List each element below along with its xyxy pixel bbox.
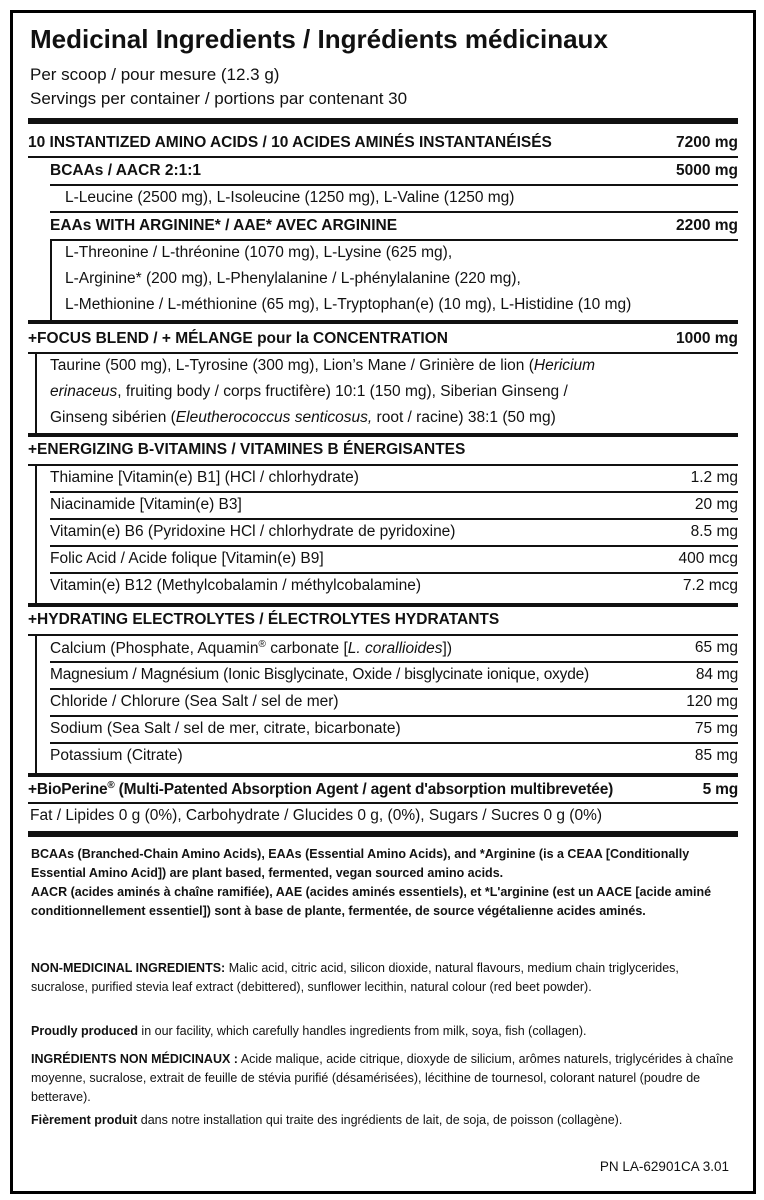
divider bbox=[50, 518, 738, 520]
eaa-amount: 2200 mg bbox=[675, 217, 738, 234]
bracket-line bbox=[35, 352, 37, 434]
divider-thick-bottom bbox=[28, 831, 738, 837]
amino-acids-row bbox=[28, 134, 738, 152]
amino-acids-label: 10 INSTANTIZED AMINO ACIDS / 10 ACIDES AMINÉS INSTANTANÉISÉS bbox=[28, 134, 552, 151]
divider bbox=[28, 352, 738, 354]
part-number: PN LA-62901CA 3.01 bbox=[599, 1159, 729, 1174]
bcaa-row bbox=[50, 162, 738, 180]
vitamin-row: Thiamine [Vitamin(e) B1] (HCl / chlorhydrate) 1.2 mg bbox=[50, 469, 738, 486]
bracket-line bbox=[50, 239, 52, 321]
eaa-detail-line: L-Methionine / L-méthionine (65 mg), L-Tryptophan(e) (10 mg), L-Histidine (10 mg) bbox=[65, 296, 632, 313]
bioperine-row bbox=[28, 780, 738, 799]
ingredients-panel bbox=[10, 10, 756, 1194]
vitamin-row: Niacinamide [Vitamin(e) B3] 20 mg bbox=[50, 496, 738, 513]
eaa-label: EAAs WITH ARGININE* / AAE* AVEC ARGININE bbox=[50, 217, 398, 234]
divider bbox=[50, 572, 738, 574]
divider bbox=[50, 742, 738, 744]
divider bbox=[50, 688, 738, 690]
eaa-detail-line: L-Threonine / L-thréonine (1070 mg), L-Lysine (625 mg), bbox=[65, 244, 453, 261]
electrolyte-row: Magnesium / Magnésium (Ionic Bisglycinate, Oxide / bisglycinate ionique, oxyde) 84 mg bbox=[50, 666, 738, 683]
focus-detail-line-2: erinaceus, fruiting body / corps fructifère) 10:1 (150 mg), Siberian Ginseng / bbox=[50, 383, 568, 400]
divider bbox=[28, 802, 738, 804]
focus-blend-label: +FOCUS BLEND / + MÉLANGE pour la CONCENTRATION bbox=[28, 330, 448, 347]
bioperine-amount: 5 mg bbox=[702, 781, 738, 799]
focus-blend-row bbox=[28, 330, 738, 348]
electrolyte-row: Chloride / Chlorure (Sea Salt / sel de mer) 120 mg bbox=[50, 693, 738, 710]
non-medicinal-ingredients: NON-MEDICINAL INGREDIENTS: Malic acid, citric acid, silicon dioxide, natural flavours, medium chain triglycerides, sucralose, purified stevia leaf extract (debittered), sunflower lecithin, natural colour (red beet powder). bbox=[31, 961, 679, 994]
allergen-statement-fr: Fièrement produit dans notre installation qui traite des ingrédients de lait, de soja, de poisson (collagène). bbox=[31, 1113, 623, 1127]
bcaa-label: BCAAs / AACR 2:1:1 bbox=[50, 162, 202, 179]
bcaa-amount: 5000 mg bbox=[675, 162, 738, 179]
non-medicinal-ingredients-fr: INGRÉDIENTS NON MÉDICINAUX : Acide malique, acide citrique, dioxyde de silicium, arômes naturels, triglycérides à chaîne moyenne, sucralose, extrait de feuille de stévia purifié (désamérisées), lécithine de tournesol, colorant naturel (poudre de betterave). bbox=[31, 1052, 734, 1104]
serving-size: Per scoop / pour mesure (12.3 g) bbox=[30, 65, 280, 84]
note-amino-fr: AACR (acides aminés à chaîne ramifiée), AAE (acides aminés essentiels), et *L'arginine (est un AACE [acide aminé conditionnellement essentiel]) sont à base de plante, fermentée, de source végétalienne acides aminés. bbox=[31, 885, 712, 918]
electrolyte-row: Sodium (Sea Salt / sel de mer, citrate, bicarbonate) 75 mg bbox=[50, 720, 738, 737]
vitamins-label: +ENERGIZING B-VITAMINS / VITAMINES B ÉNERGISANTES bbox=[28, 441, 466, 458]
note-amino-en: BCAAs (Branched-Chain Amino Acids), EAAs (Essential Amino Acids), and *Arginine (is a CEAA [Conditionally Essential Amino Acid]) are plant based, fermented, vegan sourced amino acids. bbox=[31, 847, 690, 880]
electrolytes-row bbox=[28, 611, 738, 629]
divider bbox=[28, 464, 738, 466]
electrolyte-row: Calcium (Phosphate, Aquamin® carbonate [L. corallioides]) 65 mg bbox=[50, 639, 738, 658]
divider-thick bbox=[28, 603, 738, 607]
divider bbox=[50, 239, 738, 241]
divider-thick-top bbox=[28, 118, 738, 124]
divider bbox=[50, 661, 738, 663]
allergen-statement-en: Proudly produced in our facility, which carefully handles ingredients from milk, soya, fish (collagen). bbox=[31, 1024, 587, 1038]
vitamin-row: Vitamin(e) B12 (Methylcobalamin / méthylcobalamine) 7.2 mcg bbox=[50, 577, 738, 594]
bracket-line bbox=[35, 634, 37, 774]
focus-detail-line-1: Taurine (500 mg), L-Tyrosine (300 mg), Lion’s Mane / Grinière de lion (Hericium bbox=[50, 357, 596, 374]
amino-acids-amount: 7200 mg bbox=[675, 134, 738, 151]
panel-title: Medicinal Ingredients / Ingrédients médicinaux bbox=[30, 24, 608, 54]
servings-per-container: Servings per container / portions par contenant 30 bbox=[30, 89, 408, 108]
bioperine-label: +BioPerine® (Multi-Patented Absorption Agent / agent d'absorption multibrevetée) bbox=[28, 780, 614, 799]
vitamins-row bbox=[28, 441, 738, 459]
divider-thick bbox=[28, 433, 738, 437]
divider-thick bbox=[28, 320, 738, 324]
eaa-detail-line: L-Arginine* (200 mg), L-Phenylalanine / L-phénylalanine (220 mg), bbox=[65, 270, 521, 287]
divider bbox=[50, 211, 738, 213]
focus-detail-line-3: Ginseng sibérien (Eleutherococcus senticosus, root / racine) 38:1 (50 mg) bbox=[50, 409, 556, 426]
eaa-row bbox=[50, 217, 738, 235]
divider bbox=[28, 634, 738, 636]
electrolytes-label: +HYDRATING ELECTROLYTES / ÉLECTROLYTES HYDRATANTS bbox=[28, 611, 500, 628]
electrolyte-row: Potassium (Citrate) 85 mg bbox=[50, 747, 738, 764]
focus-blend-amount: 1000 mg bbox=[675, 330, 738, 347]
bracket-line bbox=[35, 464, 37, 604]
vitamin-row: Folic Acid / Acide folique [Vitamin(e) B9] 400 mcg bbox=[50, 550, 738, 567]
divider bbox=[28, 156, 738, 158]
divider bbox=[50, 491, 738, 493]
divider-thick bbox=[28, 773, 738, 777]
macros-line: Fat / Lipides 0 g (0%), Carbohydrate / Glucides 0 g, (0%), Sugars / Sucres 0 g (0%) bbox=[30, 807, 603, 824]
divider bbox=[50, 715, 738, 717]
vitamin-row: Vitamin(e) B6 (Pyridoxine HCl / chlorhydrate de pyridoxine) 8.5 mg bbox=[50, 523, 738, 540]
divider bbox=[50, 184, 738, 186]
bcaa-detail: L-Leucine (2500 mg), L-Isoleucine (1250 mg), L-Valine (1250 mg) bbox=[65, 189, 515, 206]
divider bbox=[50, 545, 738, 547]
